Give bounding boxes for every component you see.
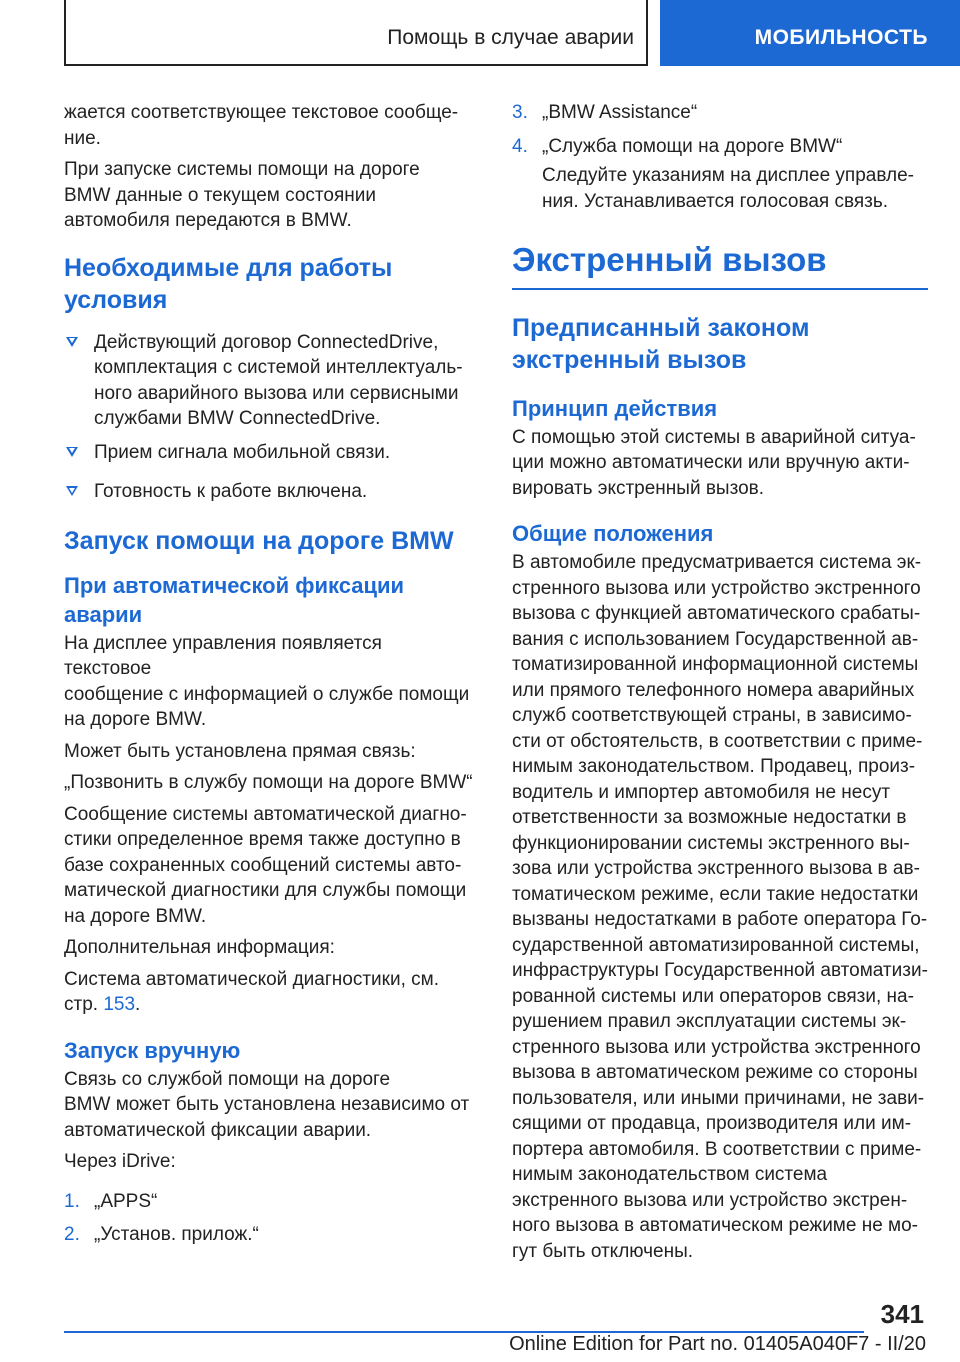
heading-legal-call: Предписанный законом экстренный вызов (512, 313, 810, 374)
list-item-text: Готовность к работе включена. (94, 481, 368, 502)
triangle-bullet-icon (66, 337, 78, 347)
list-item (64, 479, 474, 505)
header-bottom-border (64, 64, 647, 66)
heading-manual-start: Запуск вручную (64, 1037, 241, 1063)
page-number: 341 (880, 1299, 924, 1329)
edition-footer: Online Edition for Part no. 01405A040F7 - II/20 (509, 1333, 926, 1355)
step-number: 3. (512, 102, 528, 123)
paragraph: Связь со службой помощи на дороге BMW может быть установлена независимо от автоматической фиксации аварии. (64, 1068, 470, 1141)
heading-divider (512, 288, 928, 290)
page-link[interactable]: 153 (103, 994, 136, 1015)
paragraph: Дополнительная информация: (64, 937, 335, 958)
step-text: „APPS“ (94, 1190, 158, 1212)
list-item-text: Прием сигнала мобильной связи. (94, 441, 391, 463)
page-header (0, 0, 960, 66)
list-item-text: Действующий договор ConnectedDrive, комплектация с системой интеллектуаль- ного аварийного вызова или сервисными службами BMW ConnectedDrive. (94, 331, 463, 429)
step-text: „Служба помощи на дороге BMW“ (542, 135, 843, 157)
header-right-border (646, 0, 648, 66)
list-item (64, 440, 474, 466)
reference-text: Система автоматической диагностики, см. стр. (64, 968, 439, 1015)
paragraph: При запуске системы помощи на дороге BMW данные о текущем состоянии автомобиля передаются в BMW. (64, 159, 420, 231)
heading-principle: Принцип действия (512, 395, 718, 421)
paragraph-reference (64, 967, 474, 1018)
paragraph: На дисплее управления появляется текстовое сообщение с информацией о службе помощи на дороге BMW. (64, 632, 470, 730)
step-text: „BMW Assistance“ (542, 102, 698, 123)
heading-requirements: Необходимые для работы условия (64, 253, 393, 314)
step-number: 1. (64, 1190, 80, 1212)
heading-start-assistance: Запуск помощи на дороге BMW (64, 526, 454, 555)
right-column (512, 100, 928, 1270)
paragraph: В автомобиле предусматривается система эк- стренного вызова или устройство экстренного вызова с функцией автоматического срабаты- вания с использованием Государственной ав- томатизированной информационной системы или прямого телефонного номера аварийных служб соответствующей страны, в зависимо- сти от обстоятельств, в соответствии с приме- нимым законодательством. Продавец, произ- водитель и импортер автомобиля не несут ответственности за возможные недостатки в функционировании системы экстренного вы- зова или устройства экстренного вызова в ав- томатическом режиме, если такие недостатки вызваны недостатками в работе оператора Го- сударственной автоматизированной системы, инфраструктуры Государственной автоматизи- рованной системы или операторов связи, на- рушением правил эксплуатации системы эк- стренного вызова или устройства экстренного вызова в автоматическом режиме со стороны пользователя, или иными причинами, не зави- сящими от продавца, производителя или им- портера автомобиля. В соответствии с приме- нимым законодательством система экстренного вызова или устройство экстрен- ного вызова в автоматическом режиме не мо- гут быть отключены. (512, 552, 928, 1262)
paragraph: „Позвонить в службу помощи на дороге BMW“ (64, 772, 473, 793)
step-text: „Установ. прилож.“ (94, 1224, 259, 1245)
step-number: 2. (64, 1224, 80, 1245)
paragraph: Может быть установлена прямая связь: (64, 740, 416, 762)
paragraph: С помощью этой системы в аварийной ситуа- ции можно автоматически или вручную акти- вировать экстренный вызов. (512, 426, 916, 499)
step-item (64, 1222, 474, 1248)
paragraph: жается соответствующее текстовое сообще- ние. (64, 102, 459, 149)
heading-emergency-call: Экстренный вызов (512, 241, 827, 278)
reference-end: . (135, 994, 141, 1015)
left-column (64, 100, 474, 1256)
triangle-bullet-icon (66, 447, 78, 457)
paragraph: Сообщение системы автоматической диагно- стики определенное время также доступно в базе сохраненных сообщений системы авто- матической диагностики для службы помощи на дороге BMW. (64, 803, 467, 927)
step-item (512, 100, 928, 126)
list-item (64, 330, 474, 432)
step-note: Следуйте указаниям на дисплее управле- ния. Устанавливается голосовая связь. (542, 165, 914, 212)
paragraph: Через iDrive: (64, 1151, 176, 1172)
section-title: Помощь в случае аварии (387, 26, 634, 49)
chapter-title: МОБИЛЬНОСТЬ (754, 26, 928, 49)
step-item (512, 134, 928, 160)
heading-general: Общие положения (512, 521, 714, 546)
triangle-bullet-icon (66, 486, 78, 496)
chapter-tab[interactable] (660, 0, 960, 66)
step-item (64, 1189, 474, 1215)
heading-auto-detection: При автоматической фиксации аварии (64, 572, 405, 627)
step-number: 4. (512, 135, 528, 157)
